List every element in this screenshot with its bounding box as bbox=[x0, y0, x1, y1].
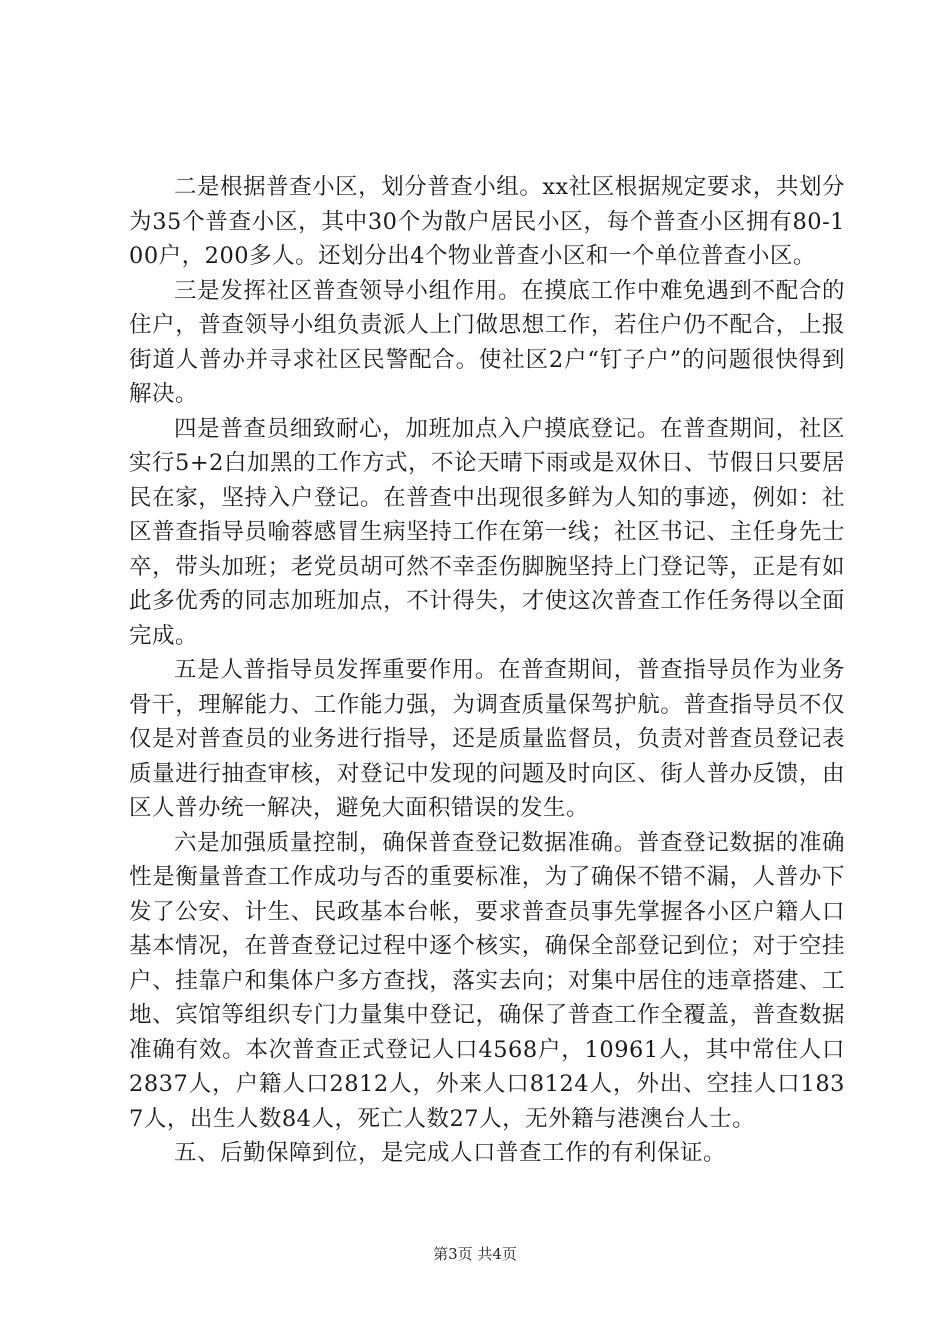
document-body bbox=[129, 170, 845, 1171]
paragraph-census-groups: 二是根据普查小区，划分普查小组。xx社区根据规定要求，共划分为35个普查小区，其中30个为散户居民小区，每个普查小区拥有80-100户，200多人。还划分出4个物业普查小区和一个单位普查小区。 bbox=[129, 174, 845, 269]
paragraph-leadership-group: 三是发挥社区普查领导小组作用。在摸底工作中难免遇到不配合的住户，普查领导小组负责派人上门做思想工作，若住户仍不配合，上报街道人普办并寻求社区民警配合。使社区2户“钉子户”的问题很快得到解决。 bbox=[129, 277, 845, 407]
page-footer: 第3页 共4页 bbox=[433, 1245, 517, 1263]
paragraph-logistics-heading: 五、后勤保障到位，是完成人口普查工作的有利保证。 bbox=[174, 1140, 727, 1166]
paragraph-census-instructors: 五是人普指导员发挥重要作用。在普查期间，普查指导员作为业务骨干，理解能力、工作能力强，为调查质量保驾护航。普查指导员不仅仅是对普查员的业务进行指导，还是质量监督员，负责对普查员登记表质量进行抽查审核，对登记中发现的问题及时向区、街人普办反馈，由区人普办统一解决，避免大面积错误的发生。 bbox=[129, 657, 845, 821]
paragraph-quality-control: 六是加强质量控制，确保普查登记数据准确。普查登记数据的准确性是衡量普查工作成功与否的重要标准，为了确保不错不漏，人普办下发了公安、计生、民政基本台帐，要求普查员事先掌握各小区户籍人口基本情况，在普查登记过程中逐个核实，确保全部登记到位；对于空挂户、挂靠户和集体户多方查找，落实去向；对集中居住的违章搭建、工地、宾馆等组织专门力量集中登记，确保了普查工作全覆盖，普查数据准确有效。本次普查正式登记人口4568户，10961人，其中常住人口2837人，户籍人口2812人，外来人口8124人，外出、空挂人口1837人，出生人数84人，死亡人数27人，无外籍与港澳台人士。 bbox=[129, 829, 845, 1132]
paragraph-census-workers: 四是普查员细致耐心，加班加点入户摸底登记。在普查期间，社区实行5+2白加黑的工作方式，不论天晴下雨或是双休日、节假日只要居民在家，坚持入户登记。在普查中出现很多鲜为人知的事迹，例如：社区普查指导员喻蓉感冒生病坚持工作在第一线；社区书记、主任身先士卒，带头加班；老党员胡可然不幸歪伤脚腕坚持上门登记等，正是有如此多优秀的同志加班加点，不计得失，才使这次普查工作任务得以全面完成。 bbox=[129, 415, 845, 649]
